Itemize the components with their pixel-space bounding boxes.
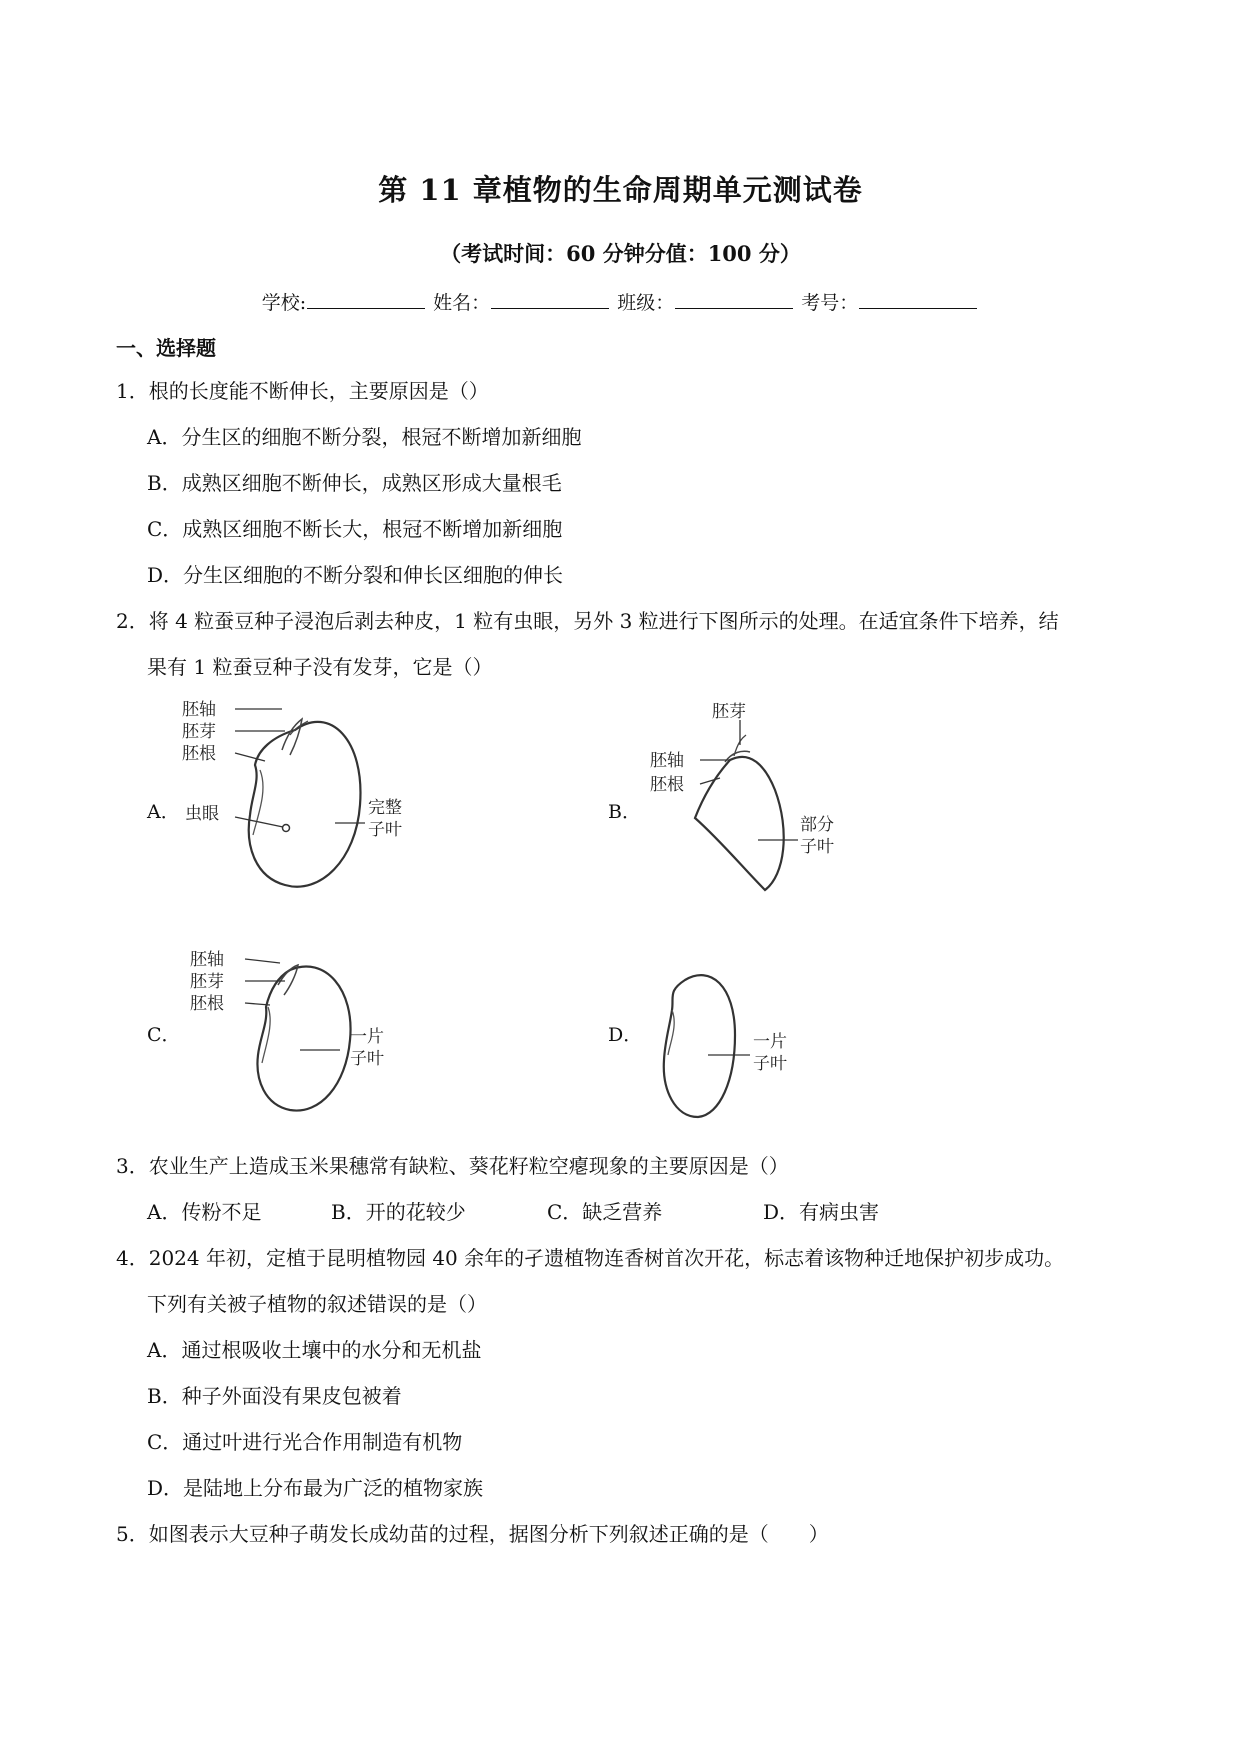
fig-c-letter[interactable]: C．: [147, 1024, 181, 1046]
page-title: 第 11 章植物的生命周期单元测试卷: [378, 173, 863, 207]
fig-d-letter[interactable]: D．: [608, 1024, 643, 1046]
q4-option-b[interactable]: B．种子外面没有果皮包被着: [147, 1384, 402, 1408]
q3-option-b[interactable]: B．开的花较少: [331, 1200, 466, 1224]
seed-figure-a: [182, 695, 430, 900]
q1-stem: 1．根的长度能不断伸长，主要原因是（）: [116, 379, 489, 403]
fig-b-label-hypocotyl: 胚轴: [650, 751, 684, 771]
school-blank[interactable]: [307, 290, 425, 309]
q4-stem-line2: 下列有关被子植物的叙述错误的是（）: [147, 1292, 487, 1316]
fig-c-label-plumule: 胚芽: [190, 972, 224, 992]
class-label: 班级：: [617, 292, 675, 314]
fig-c-label-cotyledon: 子叶: [350, 1049, 384, 1069]
q1-option-b[interactable]: B．成熟区细胞不断伸长，成熟区形成大量根毛: [147, 471, 562, 495]
q3-option-d[interactable]: D．有病虫害: [763, 1200, 880, 1224]
fig-d-label-cotyledon: 子叶: [753, 1054, 787, 1074]
q1-option-d[interactable]: D．分生区细胞的不断分裂和伸长区细胞的伸长: [147, 563, 564, 587]
fig-c-label-radicle: 胚根: [190, 994, 224, 1014]
q3-option-c[interactable]: C．缺乏营养: [547, 1200, 663, 1224]
q2-stem-line1: 2．将 4 粒蚕豆种子浸泡后剥去种皮，1 粒有虫眼，另外 3 粒进行下图所示的处理。在适宜条件下培养，结: [116, 609, 1059, 633]
school-label: 学校:: [261, 292, 307, 314]
seed-figure-c: [190, 945, 430, 1125]
fig-a-label-wormhole: 虫眼: [185, 804, 219, 824]
name-blank[interactable]: [491, 290, 609, 309]
fig-a-label-hypocotyl: 胚轴: [182, 700, 216, 720]
fig-a-label-whole: 完整: [368, 798, 402, 818]
seed-figure-b: [650, 700, 890, 900]
exam-subtitle: （考试时间：60 分钟分值：100 分）: [440, 241, 801, 266]
student-info-line: [0, 288, 1241, 315]
q2-stem-line2: 果有 1 粒蚕豆种子没有发芽，它是（）: [147, 655, 493, 679]
fig-b-label-partial: 部分: [800, 815, 834, 835]
class-blank[interactable]: [675, 290, 793, 309]
q4-option-c[interactable]: C．通过叶进行光合作用制造有机物: [147, 1430, 463, 1454]
fig-d-label-one-piece: 一片: [753, 1032, 787, 1052]
fig-b-letter[interactable]: B．: [608, 801, 641, 823]
number-label: 考号：: [801, 292, 859, 314]
q4-stem-line1: 4．2024 年初，定植于昆明植物园 40 余年的孑遗植物连香树首次开花，标志着该物种迁地保护初步成功。: [116, 1246, 1065, 1270]
fig-a-letter[interactable]: A．: [147, 801, 180, 823]
fig-a-label-cotyledon: 子叶: [368, 820, 402, 840]
name-label: 姓名：: [433, 292, 491, 314]
fig-b-label-radicle: 胚根: [650, 775, 684, 795]
q4-option-d[interactable]: D．是陆地上分布最为广泛的植物家族: [147, 1476, 484, 1500]
fig-c-label-hypocotyl: 胚轴: [190, 950, 224, 970]
fig-b-label-plumule: 胚芽: [712, 702, 746, 722]
q1-option-a[interactable]: A．分生区的细胞不断分裂，根冠不断增加新细胞: [147, 425, 582, 449]
q4-option-a[interactable]: A．通过根吸收土壤中的水分和无机盐: [147, 1338, 482, 1362]
fig-c-label-one-piece: 一片: [350, 1027, 384, 1047]
fig-a-label-plumule: 胚芽: [182, 722, 216, 742]
seed-figure-d: [650, 955, 850, 1125]
q1-option-c[interactable]: C．成熟区细胞不断长大，根冠不断增加新细胞: [147, 517, 563, 541]
fig-b-label-cotyledon: 子叶: [800, 837, 834, 857]
q3-stem: 3．农业生产上造成玉米果穗常有缺粒、葵花籽粒空瘪现象的主要原因是（）: [116, 1154, 789, 1178]
number-blank[interactable]: [859, 290, 977, 309]
q3-option-a[interactable]: A．传粉不足: [147, 1200, 262, 1224]
q5-stem: 5．如图表示大豆种子萌发长成幼苗的过程，据图分析下列叙述正确的是（ ）: [116, 1522, 829, 1546]
section-heading: 一、选择题: [116, 336, 216, 360]
fig-a-label-radicle: 胚根: [182, 744, 216, 764]
